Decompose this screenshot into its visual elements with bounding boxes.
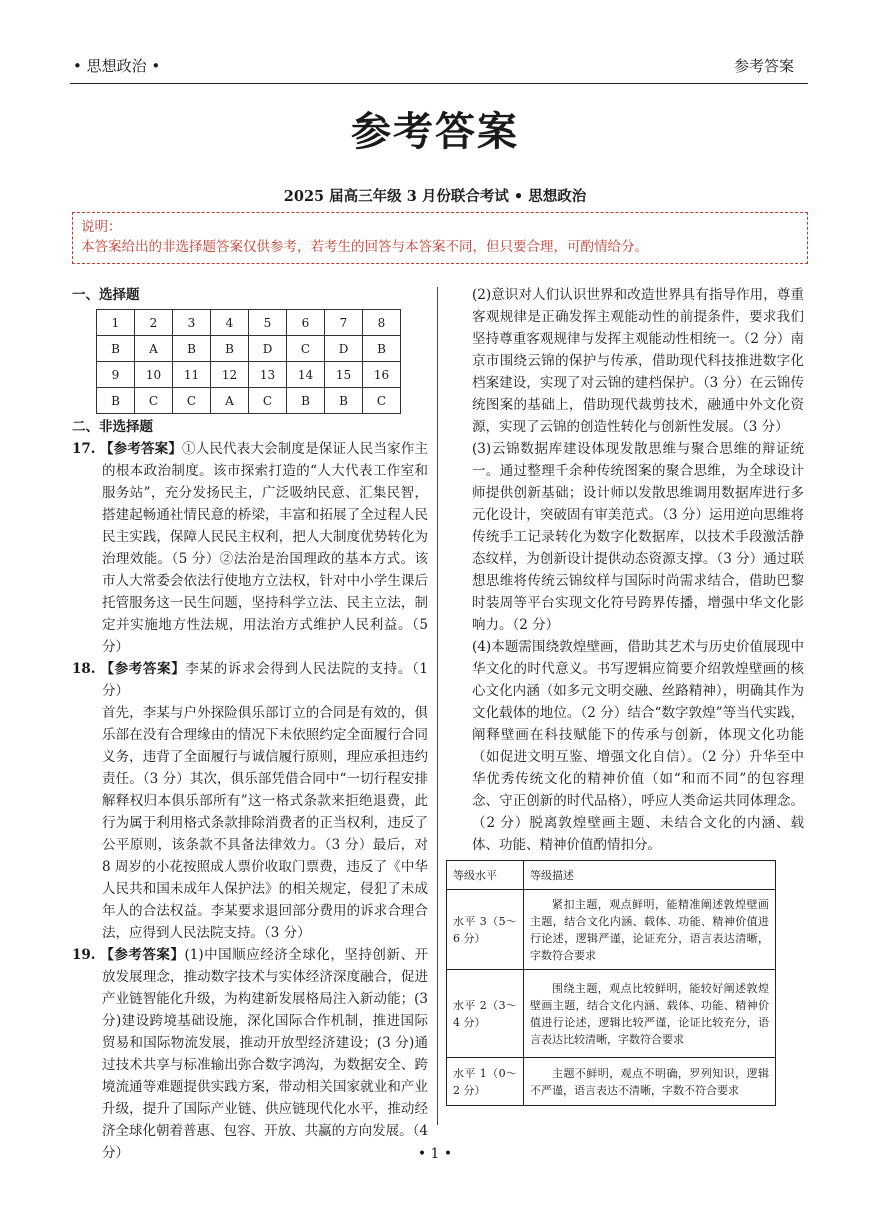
table-row: 1 2 3 4 5 6 7 8: [97, 310, 401, 336]
q18-answer: [72, 658, 428, 702]
q18-tag: 【参考答案】: [100, 661, 186, 677]
q18-paragraph: 首先，李某与户外探险俱乐部订立的合同是有效的，俱乐部在没有合理缘由的情况下未依照约定全面履行合同义务，违背了全面履行与诚信履行原则，理应承担违约责任。（3 分）其次，俱乐部凭借合同中“一切行程安排解释权归本俱乐部所有”这一格式条款来拒绝退费，此行为属于利用格式条款排除消费者的正当权利，违反了公平原则，该条款不具备法律效力。（3 分）最后，对 8 周岁的小花按照成人票价收取门票费，违反了《中华人民共和国未成年人保护法》的相关规定，侵犯了未成年人的合法权益。李某要求退回部分费用的诉求合理合法，应得到人民法院支持。（3 分）: [102, 705, 428, 941]
page-number: • 1 •: [417, 1146, 453, 1162]
grade-level: 水平 2（3～4 分）: [447, 970, 524, 1058]
q19-part4: (4)本题需围绕敦煌壁画，借助其艺术与历史价值展现中华文化的时代意义。书写逻辑应简要介绍敦煌壁画的核心文化内涵（如多元文明交融、丝路精神），明确其作为文化载体的地位。（2 分）结合“数字敦煌”等当代实践，阐释壁画在科技赋能下的传承与创新，体现文化功能（如促进文明互鉴、增强文化自信）。（2 分）升华至中华优秀传统文化的精神价值（如“和而不同”的包容理念、守正创新的时代品格），呼应人类命运共同体理念。（2 分）脱离敦煌壁画主题、未结合文化的内涵、载体、功能、精神价值酌情扣分。: [472, 639, 804, 853]
section2-heading: 二、非选择题: [72, 419, 153, 435]
grade-level: 水平 1（0～2 分）: [447, 1058, 524, 1106]
note-text: 本答案给出的非选择题答案仅供参考，若考生的回答与本答案不同，但只要合理，可酌情给分。: [81, 239, 648, 255]
q19-part2: (2)意识对人们认识世界和改造世界具有指导作用，尊重客观规律是正确发挥主观能动性的前提条件，要求我们坚持尊重客观规律与发挥主观能动性相统一。（2 分）南京市围绕云锦的保护与传承，借助现代科技推进数字化档案建设，实现了对云锦的建档保护。（3 分）在云锦传统图案的基础上，借助现代裁剪技术，融通中外文化资源，实现了云锦的创造性转化与创新性发展。（3 分）: [472, 287, 804, 435]
note-box: [72, 212, 808, 264]
grade-desc-header: 等级描述: [524, 861, 776, 890]
grade-level-header: 等级水平: [447, 861, 524, 890]
table-row: [447, 1058, 776, 1106]
q19-text: (1)中国顺应经济全球化，坚持创新、开放发展理念，推动数字技术与实体经济深度融合，促进产业链智能化升级，为构建新发展格局注入新动能；(3 分)建设跨境基础设施，深化国际合作机制，推进国际贸易和国际物流发展，推动开放型经济建设；(3 分)通过技术共享与标准输出弥合数字鸿沟，为数据安全、跨境流通等难题提供实践方案，带动相关国家就业和产业升级，提升了国际产业链、供应链现代化水平，推动经济全球化朝着普惠、包容、开放、共赢的方向发展。（4 分）: [102, 947, 429, 1161]
choice-answer-table: [96, 309, 401, 414]
table-row: 9 10 11 12 13 14 15 16: [97, 362, 401, 388]
grade-desc: 主题不鲜明，观点不明确，罗列知识，逻辑不严谨，语言表达不清晰，字数不符合要求: [524, 1058, 776, 1106]
grading-table: [446, 860, 776, 1106]
grade-level: 水平 3（5～6 分）: [447, 890, 524, 970]
table-row: [447, 861, 776, 890]
answer-label: 参考答案: [734, 57, 795, 75]
q19-tag: 【参考答案】: [100, 947, 185, 963]
right-column: [453, 284, 804, 1106]
q18-text: 李某的诉求会得到人民法院的支持。（1 分）: [102, 661, 428, 699]
page-title: 参考答案: [351, 109, 519, 155]
subject-label: • 思想政治 •: [73, 57, 161, 75]
note-label: 说明：: [81, 219, 122, 235]
q17-tag: 【参考答案】: [99, 441, 183, 457]
grade-desc: 围绕主题，观点比较鲜明，能较好阐述敦煌壁画主题，结合文化内涵、载体、功能、精神价值进行论述，逻辑比较严谨，论证比较充分，语言表达比较清晰，字数符合要求: [524, 970, 776, 1058]
q17-text: ①人民代表大会制度是保证人民当家作主的根本政治制度。该市探索打造的“人大代表工作室和服务站”，充分发扬民主，广泛吸纳民意、汇集民智，搭建起畅通社情民意的桥梁，丰富和拓展了全过程人民民主实践，保障人民民主权利，把人大制度优势转化为治理效能。（5 分）②法治是治国理政的基本方式。该市人大常委会依法行使地方立法权，针对中小学生课后托管服务这一民生问题，坚持科学立法、民主立法，制定并实施地方性法规，用法治方式维护人民利益。（5 分）: [102, 441, 429, 655]
table-row: [447, 890, 776, 970]
header-rule: [70, 83, 808, 84]
q17-answer: [72, 438, 428, 658]
q18-number: 18.: [72, 661, 96, 677]
q19-number: 19.: [72, 947, 96, 963]
table-row: [447, 970, 776, 1058]
table-row: B A B B D C D B: [97, 336, 401, 362]
grade-desc: 紧扣主题，观点鲜明，能精准阐述敦煌壁画主题，结合文化内涵、载体、功能、精神价值进行论述，逻辑严谨，论证充分，语言表达清晰，字数符合要求: [524, 890, 776, 970]
q19-answer: [72, 944, 428, 1164]
column-divider: [437, 287, 438, 1125]
q17-number: 17.: [72, 441, 96, 457]
exam-subtitle: 2025 届高三年级 3 月份联合考试 • 思想政治: [283, 188, 587, 205]
table-row: B C C A C B B C: [97, 388, 401, 414]
section1-heading: 一、选择题: [72, 287, 140, 303]
q19-part3: (3)云锦数据库建设体现发散思维与聚合思维的辩证统一。通过整理千余种传统图案的聚合思维，为全球设计师提供创新基础；设计师以发散思维调用数据库进行多元化设计，突破固有审美范式。（3 分）运用逆向思维将传统手工记录转化为数字化数据库，以技术手段激活静态纹样，为创新设计提供动态资源支撑。（3 分）通过联想思维将传统云锦纹样与国际时尚需求结合，借助巴黎时装周等平台实现文化符号跨界传播，增强中华文化影响力。（2 分）: [472, 441, 804, 633]
left-column: [72, 284, 428, 1164]
